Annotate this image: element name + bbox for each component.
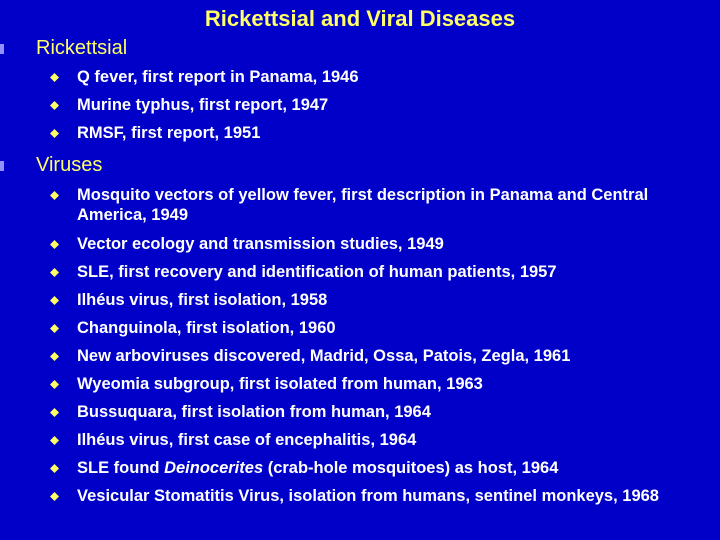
- diamond-bullet-icon: [50, 268, 59, 277]
- list-item-text: Wyeomia subgroup, first isolated from human, 1963: [77, 375, 483, 393]
- list-item: [50, 486, 700, 506]
- diamond-bullet-icon: [50, 296, 59, 305]
- list-item: [50, 430, 700, 450]
- list-item: [50, 262, 700, 282]
- list-item: [50, 185, 700, 225]
- diamond-bullet-icon: [50, 240, 59, 249]
- section-heading-rickettsial: Rickettsial: [36, 37, 128, 59]
- diamond-bullet-icon: [50, 191, 59, 200]
- list-item: [50, 318, 700, 338]
- list-item-text: SLE found Deinocerites (crab-hole mosquitoes) as host, 1964: [77, 459, 559, 477]
- list-item-text: Bussuquara, first isolation from human, 1964: [77, 403, 431, 421]
- species-name: Deinocerites: [164, 459, 264, 477]
- diamond-bullet-icon: [50, 464, 59, 473]
- list-item-text: New arboviruses discovered, Madrid, Ossa, Patois, Zegla, 1961: [77, 347, 571, 365]
- list-item: [50, 346, 700, 366]
- list-item: [50, 402, 700, 422]
- list-item-text: SLE, first recovery and identification of human patients, 1957: [77, 263, 557, 281]
- list-item: [50, 67, 700, 87]
- list-item-text: Mosquito vectors of yellow fever, first description in Panama and Central America, 1949: [77, 186, 649, 224]
- list-item-text: Q fever, first report in Panama, 1946: [77, 68, 359, 86]
- list-item-text: Murine typhus, first report, 1947: [77, 96, 329, 114]
- section-heading-viruses: Viruses: [36, 154, 103, 176]
- list-item: [50, 95, 700, 115]
- list-item-text: Ilhéus virus, first case of encephalitis, 1964: [77, 431, 417, 449]
- diamond-bullet-icon: [50, 352, 59, 361]
- section-marker-viruses: [0, 161, 4, 171]
- list-item-text: Ilhéus virus, first isolation, 1958: [77, 291, 328, 309]
- list-item-text: RMSF, first report, 1951: [77, 124, 261, 142]
- list-item: [50, 374, 700, 394]
- slide-title: Rickettsial and Viral Diseases: [204, 6, 516, 31]
- list-item: [50, 234, 700, 254]
- list-item: [50, 290, 700, 310]
- diamond-bullet-icon: [50, 408, 59, 417]
- diamond-bullet-icon: [50, 324, 59, 333]
- diamond-bullet-icon: [50, 101, 59, 110]
- list-item: [50, 123, 700, 143]
- diamond-bullet-icon: [50, 436, 59, 445]
- diamond-bullet-icon: [50, 492, 59, 501]
- list-item-text: Changuinola, first isolation, 1960: [77, 319, 336, 337]
- list-item-text: Vesicular Stomatitis Virus, isolation from humans, sentinel monkeys, 1968: [77, 487, 659, 505]
- section-marker-rickettsial: [0, 44, 4, 54]
- diamond-bullet-icon: [50, 73, 59, 82]
- diamond-bullet-icon: [50, 380, 59, 389]
- list-item-text: Vector ecology and transmission studies, 1949: [77, 235, 444, 253]
- list-item: [50, 458, 700, 478]
- diamond-bullet-icon: [50, 129, 59, 138]
